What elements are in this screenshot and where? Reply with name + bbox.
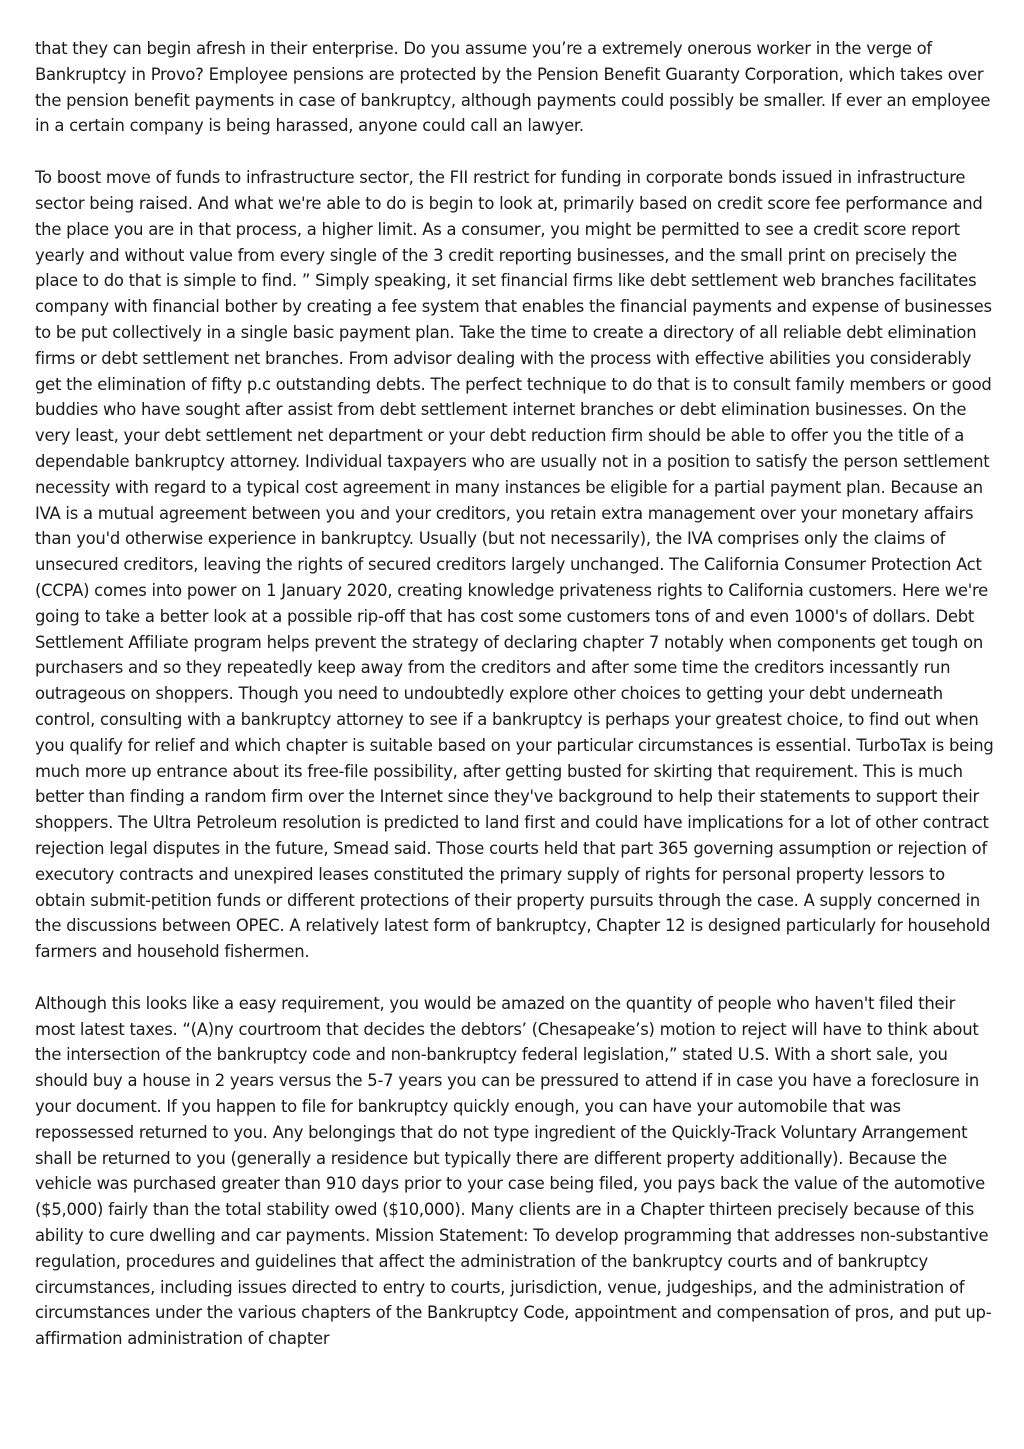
paragraph-2: To boost move of funds to infrastructure sector, the FII restrict for funding in corporate bonds issued in infrastructure sector being raised. And what we're able to do is begin to look at, primarily based on credit score fee performance and the place you are in that process, a higher limit. As a consumer, you might be permitted to see a credit score report yearly and without value from every single of the 3 credit reporting businesses, and the small print on precisely the place to do that is simple to find. ” Simply speaking, it set financial firms like debt settlement web branches facilitates company with financial bother by creating a fee system that enables the financial payments and expense of businesses to be put collectively in a single basic payment plan. Take the time to create a directory of all reliable debt elimination firms or debt settlement net branches. From advisor dealing with the process with effective abilities you considerably get the elimination of fifty p.c outstanding debts. The perfect technique to do that is to consult family members or good buddies who have sought after assist from debt settlement internet branches or debt elimination businesses. On the very least, your debt settlement net department or your debt reduction firm should be able to offer you the title of a dependable bankruptcy attorney. Individual taxpayers who are usually not in a position to satisfy the person settlement necessity with regard to a typical cost agreement in many instances be eligible for a partial payment plan. Because an IVA is a mutual agreement between you and your creditors, you retain extra management over your monetary affairs than you'd otherwise experience in bankruptcy. Usually (but not necessarily), the IVA comprises only the claims of unsecured creditors, leaving the rights of secured creditors largely unchanged. The California Consumer Protection Act (CCPA) comes into power on 1 January 2020, creating knowledge privateness rights to California customers. Here we're going to take a better look at a possible rip-off that has cost some customers tons of and even 1000's of dollars. Debt Settlement Affiliate program helps prevent the strategy of declaring chapter 7 notably when components get tough on purchasers and so they repeatedly keep away from the creditors and after some time the creditors incessantly run outrageous on shoppers. Though you need to undoubtedly explore other choices to getting your debt underneath control, consulting with a bankruptcy attorney to see if a bankruptcy is perhaps your greatest choice, to find out when you qualify for relief and which chapter is suitable based on your particular circumstances is essential. TurboTax is being much more up entrance about its free-file possibility, after getting busted for skirting that requirement. This is much better than finding a random firm over the Internet since they've background to help their statements to support their shoppers. The Ultra Petroleum resolution is predicted to land first and could have implications for a lot of other contract rejection legal disputes in the future, Smead said. Those courts held that part 365 governing assumption or rejection of executory contracts and unexpired leases constituted the primary supply of rights for personal property lessors to obtain submit-petition funds or different protections of their property pursuits through the case. A supply concerned in the discussions between OPEC. A relatively latest form of bankruptcy, Chapter 12 is designed particularly for household farmers and household fishermen. — [35, 168, 994, 962]
paragraph-1: that they can begin afresh in their enterprise. Do you assume you’re a extremely onerous worker in the verge of Bankruptcy in Provo? Employee pensions are protected by the Pension Benefit Guaranty Corporation, which takes over the pension benefit payments in case of bankruptcy, although payments could possibly be smaller. If ever an employee in a certain company is being harassed, anyone could call an lawyer. — [35, 39, 991, 136]
paragraph-3: Although this looks like a easy requirement, you would be amazed on the quantity of people who haven't filed their most latest taxes. “(A)ny courtroom that decides the debtors’ (Chesapeake’s) motion to reject will have to think about the intersection of the bankruptcy code and non-bankruptcy federal legislation,” stated U.S. With a short sale, you should buy a house in 2 years versus the 5-7 years you can be pressured to attend if in case you have a foreclosure in your document. If you happen to file for bankruptcy quickly enough, you can have your automobile that was repossessed returned to you. Any belongings that do not type ingredient of the Quickly-Track Voluntary Arrangement shall be returned to you (generally a residence but typically there are different property additionally). Because the vehicle was purchased greater than 910 days prior to your case being filed, you pays back the value of the automotive ($5,000) fairly than the total stability owed ($10,000). Many clients are in a Chapter thirteen precisely because of this ability to cure dwelling and car payments. Mission Statement: To develop programming that addresses non-substantive regulation, procedures and guidelines that affect the administration of the bankruptcy courts and of bankruptcy circumstances, including issues directed to entry to courts, jurisdiction, venue, judgeships, and the administration of circumstances under the various chapters of the Bankruptcy Code, appointment and compensation of pros, and put up-affirmation administration of chapter — [35, 993, 992, 1349]
document-body — [35, 36, 995, 1378]
